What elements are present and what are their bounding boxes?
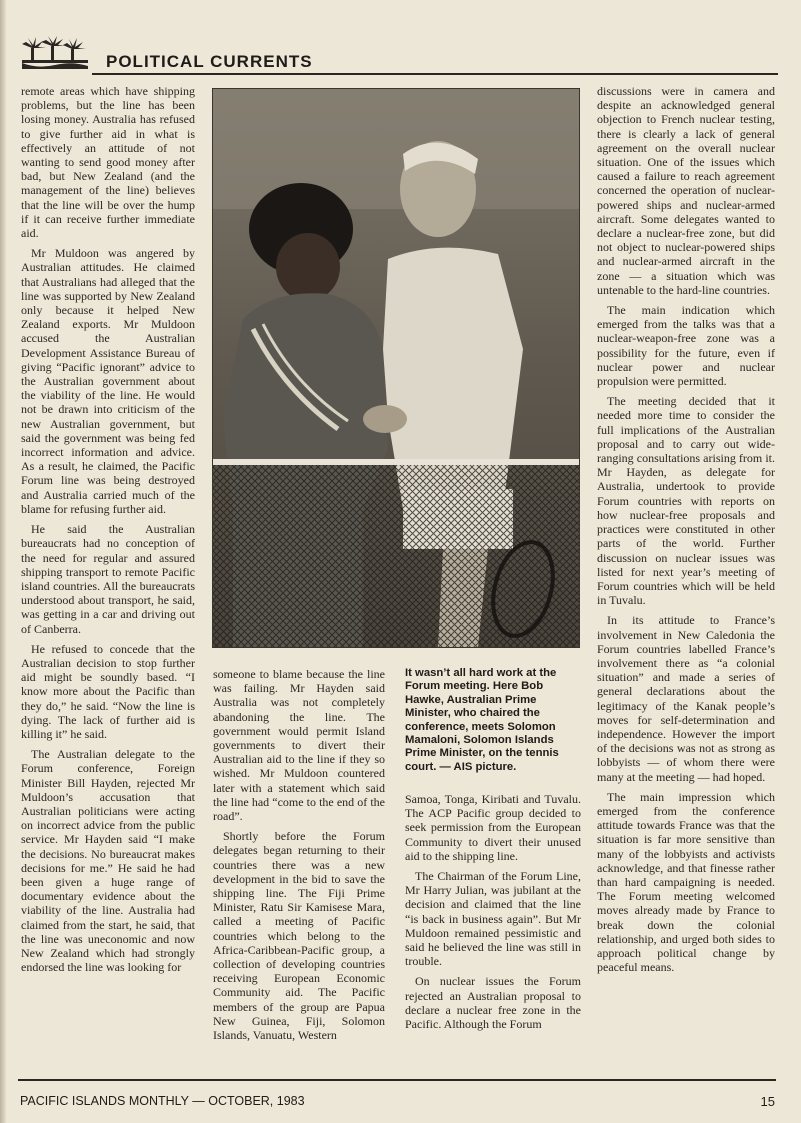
paragraph: He refused to concede that the Australian decision to stop further aid might be soundly based. “I know more about the Pacific than they do,” he said. “Now the line is dying. The lack of further aid is killing it” he said. [21,641,195,741]
publication-footer: PACIFIC ISLANDS MONTHLY — OCTOBER, 1983 [20,1094,305,1108]
footer-rule [18,1079,776,1081]
page-number: 15 [760,1094,775,1109]
paragraph: On nuclear issues the Forum rejected an Australian proposal to declare a nuclear free zone in the Pacific. Although the Forum [405,974,581,1032]
page-binding-edge [0,0,6,1123]
palm-trees-logo-icon [22,36,88,74]
paragraph: discussions were in camera and despite an acknowledged general objection to French nuclear testing, there is clearly a lack of general agreement on the overall nuclear situation. One of the issues which caused a failure to reach agreement concerned the operation of nuclear-powered ships and nuclear-armed aircraft. Some delegates wanted to declare a nuclear-free zone, but did not object to nuclear-powered ships and nuclear-armed aircraft in the zone — a situation which was untenable to the hard-line countries. [597,84,775,297]
article-column-3 [405,792,581,1037]
section-header [22,36,778,76]
header-rule [92,73,778,75]
tennis-court-photo [212,88,580,648]
paragraph: The meeting decided that it needed more time to consider the full implications of the Australian proposal and to carry out wide-ranging consultations arising from it. Mr Hayden, as delegate for Australia, undertook to provide Forum countries with reports on how nuclear-free proposals and practices were constituted in other parts of the world. Further discussion on nuclear issues was listed for next year’s meeting of Forum countries which will be held in Tuvalu. [597,394,775,608]
paragraph: The main indication which emerged from the talks was that a nuclear-weapon-free zone was a possibility for the future, even if nuclear power and nuclear propulsion were permitted. [597,303,775,389]
paragraph: Samoa, Tonga, Kiribati and Tuvalu. The ACP Pacific group decided to seek permission from the European Community to divert their unused aid to the shipping line. [405,792,581,863]
paragraph: Shortly before the Forum delegates began returning to their countries there was a new development in the bid to save the shipping line. The Fiji Prime Minister, Ratu Sir Kamisese Mara, called a meeting of Pacific countries which belong to the Africa-Caribbean-Pacific group, a collection of developing countries receiving European Economic Community aid. The Pacific members of the group are Papua New Guinea, Fiji, Solomon Islands, Vanuatu, Western [213,829,385,1043]
article-column-4 [597,84,775,980]
photo-caption: It wasn’t all hard work at the Forum meeting. Here Bob Hawke, Australian Prime Minister, who chaired the conference, meets Solomon Mamaloni, Solomon Islands Prime Minister, on the tennis court. — AIS picture. [405,667,559,773]
paragraph: Mr Muldoon was angered by Australian attitudes. He claimed that Australians had alleged that the line was supported by New Zealand only because it helped New Zealand exports. Mr Muldoon accused the Australian Development Assistance Bureau of giving “Pacific ignorant” advice to the Australian government about the viability of the line. He would not be drawn into criticism of the new Australian government, but said the government was being fed incorrect information and advice. As a result, he claimed, the Pacific Forum line was being destroyed and Australia carried much of the blame for refusing further aid. [21,246,195,516]
section-title: POLITICAL CURRENTS [106,52,313,71]
paragraph: The Chairman of the Forum Line, Mr Harry Julian, was jubilant at the decision and claimed that the line “is back in business again”. But Mr Muldoon remained pessimistic and said he believed the line was still in trouble. [405,869,581,969]
paragraph: He said the Australian bureaucrats had no conception of the need for regular and assured shipping transport to remote Pacific island countries. All the bureaucrats understood about transport, he said, was getting in a car and driving out of Canberra. [21,522,195,636]
article-column-2 [213,667,385,1048]
paragraph: The main impression which emerged from the conference attitude towards France was that the situation is far more sensitive than many of the lobbyists and activists acknowledge, and that finesse rather than hard campaigning is needed. The Forum meeting welcomed moves already made by France to break down the colonial relationship, and urged both sides to approach political change by peaceful means. [597,789,775,975]
paragraph: In its attitude to France’s involvement in New Caledonia the Forum countries labelled France’s involvement there as “a colonial situation” and made a series of general declarations about the legitimacy of the Kanak people’s moves for self-determination and independence. However the import of the decisions was not as strong as lobbyists — of whom there were many at the meeting — had hoped. [597,613,775,784]
article-column-1 [21,84,195,980]
paragraph: someone to blame because the line was failing. Mr Hayden said Australia was not completely abandoning the line. The government would permit Island governments to divert their Australian aid to the line if they so wished. Mr Muldoon countered later with a statement which said the line had “come to the end of the road”. [213,667,385,824]
paragraph: remote areas which have shipping problems, but the line has been losing money. Australia has refused to give further aid in what is effectively an attitude of not wanting to send good money after bad, but New Zealand (and the management of the line) believes that the line will be over the hump if it can receive further immediate aid. [21,84,195,241]
paragraph: The Australian delegate to the Forum conference, Foreign Minister Bill Hayden, rejected Mr Muldoon’s accusation that Australian politicians were acting on incorrect advice from the public service. Mr Hayden said “I make the decisions. No bureaucrat makes decisions for me.” He said he had been given a huge range of documentary evidence about the viability of the line. Australia had claimed from the start, he said, that the line was uneconomic and now New Zealand which had strongly endorsed the line was looking for [21,747,195,975]
